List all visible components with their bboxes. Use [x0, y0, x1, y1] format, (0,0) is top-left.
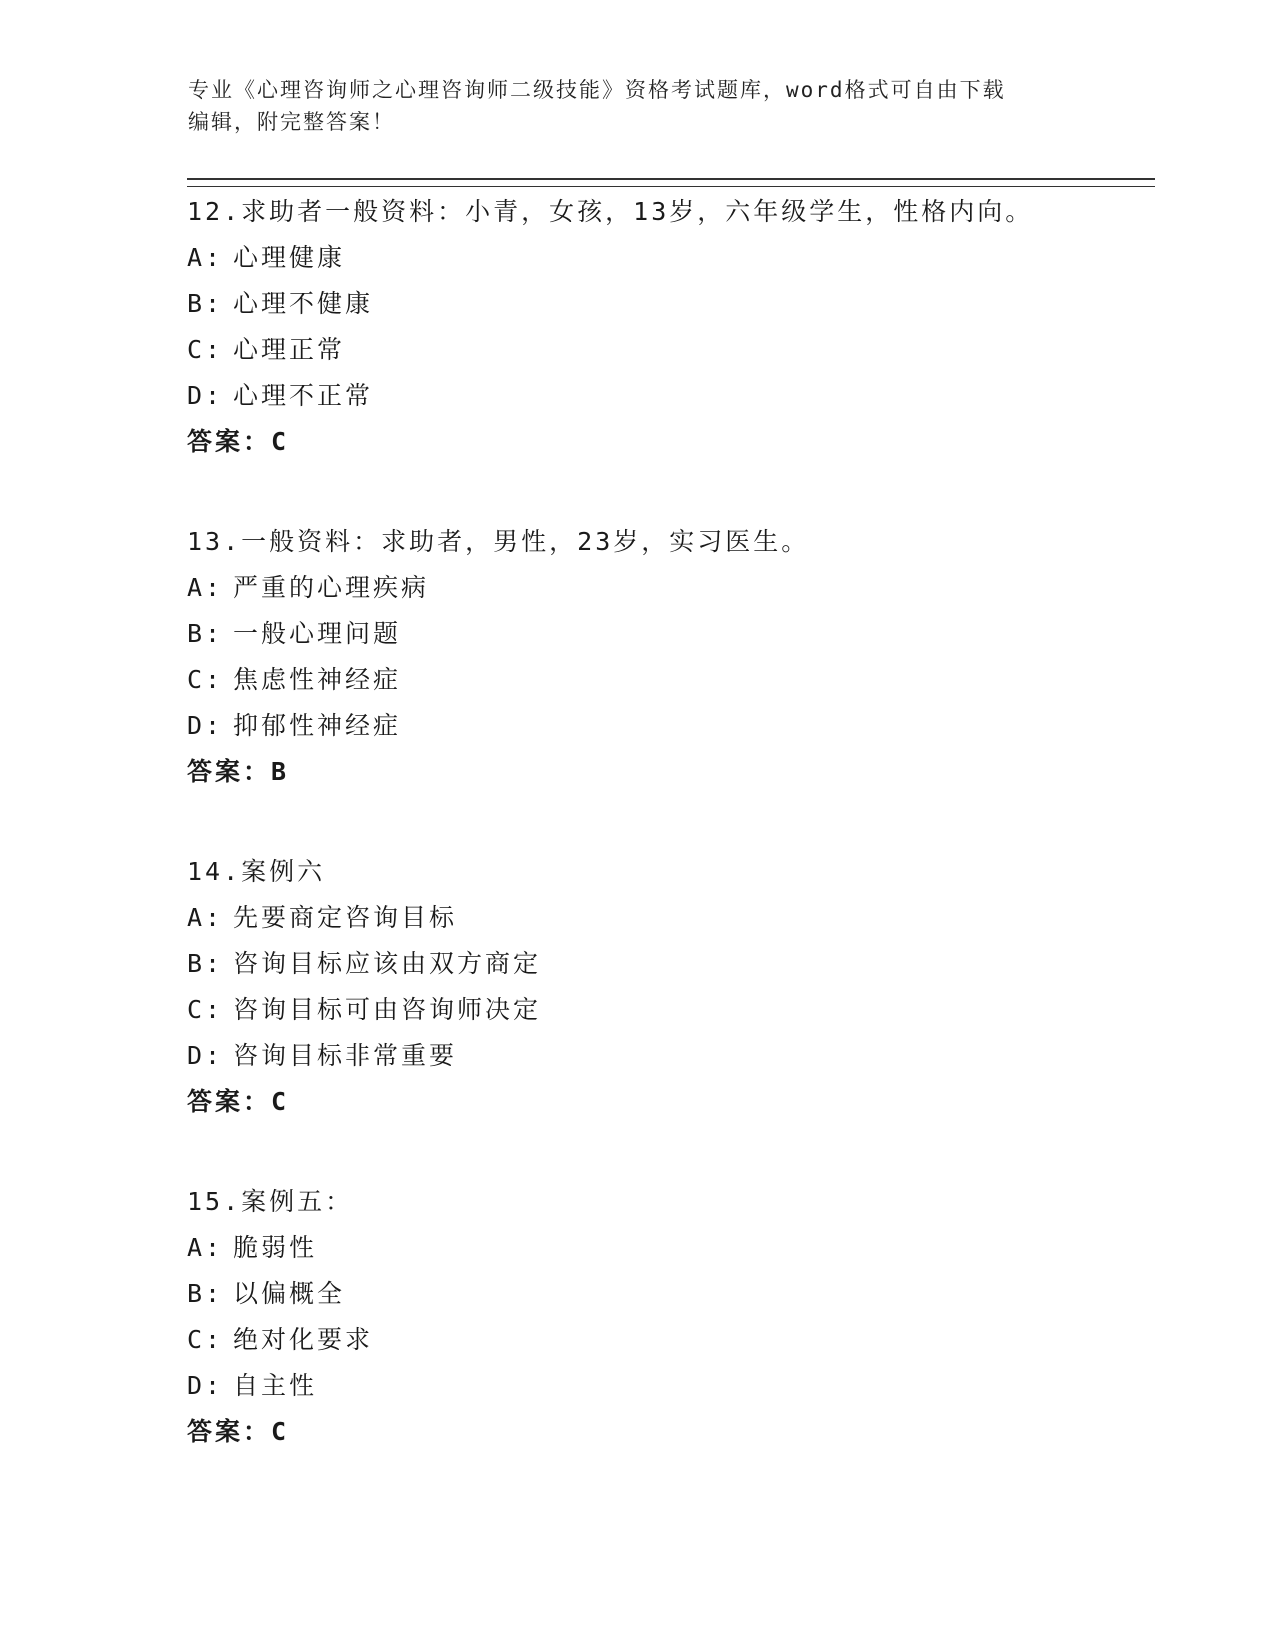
header-divider — [187, 178, 1155, 187]
option-d — [187, 1363, 1147, 1409]
answer-label: 答案： — [187, 427, 272, 456]
option-c — [187, 1317, 1147, 1363]
question-stem: 12.求助者一般资料：小青，女孩，13岁，六年级学生，性格内向。 — [187, 197, 1034, 226]
option-text: 心理健康 — [233, 243, 346, 272]
answer-line — [187, 419, 1147, 465]
option-b — [187, 941, 1147, 987]
question-stem: 13.一般资料：求助者，男性，23岁，实习医生。 — [187, 527, 810, 556]
option-text: 心理不正常 — [233, 381, 374, 410]
option-b — [187, 1271, 1147, 1317]
answer-line — [187, 1409, 1147, 1455]
option-letter: D: — [187, 711, 224, 740]
answer-line — [187, 749, 1147, 795]
option-b — [187, 281, 1147, 327]
option-text: 脆弱性 — [233, 1233, 318, 1262]
option-b — [187, 611, 1147, 657]
answer-value: C — [271, 1417, 290, 1446]
option-d — [187, 703, 1147, 749]
header-line-1: 专业《心理咨询师之心理咨询师二级技能》资格考试题库，word格式可自由下载 — [188, 78, 1006, 102]
question-stem: 15.案例五： — [187, 1187, 354, 1216]
option-text: 绝对化要求 — [233, 1325, 374, 1354]
option-text: 抑郁性神经症 — [233, 711, 402, 740]
answer-label: 答案： — [187, 1087, 272, 1116]
option-letter: B: — [187, 949, 224, 978]
option-c — [187, 987, 1147, 1033]
option-text: 焦虑性神经症 — [233, 665, 402, 694]
option-d — [187, 373, 1147, 419]
option-text: 一般心理问题 — [233, 619, 402, 648]
option-letter: A: — [187, 903, 224, 932]
option-a — [187, 1225, 1147, 1271]
answer-line — [187, 1079, 1147, 1125]
question-list — [187, 189, 1147, 1509]
option-c — [187, 657, 1147, 703]
option-letter: C: — [187, 995, 224, 1024]
answer-value: B — [271, 757, 290, 786]
option-d — [187, 1033, 1147, 1079]
option-text: 心理正常 — [233, 335, 346, 364]
header-line-2: 编辑，附完整答案！ — [188, 110, 395, 134]
answer-label: 答案： — [187, 757, 272, 786]
document-header — [188, 74, 1088, 138]
option-letter: D: — [187, 381, 224, 410]
answer-value: C — [271, 427, 290, 456]
option-text: 心理不健康 — [233, 289, 374, 318]
question-15 — [187, 1179, 1147, 1455]
option-text: 自主性 — [233, 1371, 318, 1400]
option-a — [187, 895, 1147, 941]
option-a — [187, 235, 1147, 281]
option-a — [187, 565, 1147, 611]
option-c — [187, 327, 1147, 373]
option-letter: A: — [187, 243, 224, 272]
option-text: 咨询目标应该由双方商定 — [233, 949, 542, 978]
answer-value: C — [271, 1087, 290, 1116]
option-text: 咨询目标非常重要 — [233, 1041, 458, 1070]
option-letter: C: — [187, 1325, 224, 1354]
option-text: 严重的心理疾病 — [233, 573, 430, 602]
option-letter: A: — [187, 573, 224, 602]
option-letter: C: — [187, 665, 224, 694]
option-letter: D: — [187, 1041, 224, 1070]
question-stem: 14.案例六 — [187, 857, 326, 886]
option-letter: B: — [187, 619, 224, 648]
option-text: 以偏概全 — [233, 1279, 346, 1308]
answer-label: 答案： — [187, 1417, 272, 1446]
option-letter: D: — [187, 1371, 224, 1400]
option-letter: B: — [187, 289, 224, 318]
question-13 — [187, 519, 1147, 795]
option-text: 咨询目标可由咨询师决定 — [233, 995, 542, 1024]
question-12 — [187, 189, 1147, 465]
option-letter: B: — [187, 1279, 224, 1308]
option-letter: C: — [187, 335, 224, 364]
question-14 — [187, 849, 1147, 1125]
option-text: 先要商定咨询目标 — [233, 903, 458, 932]
option-letter: A: — [187, 1233, 224, 1262]
